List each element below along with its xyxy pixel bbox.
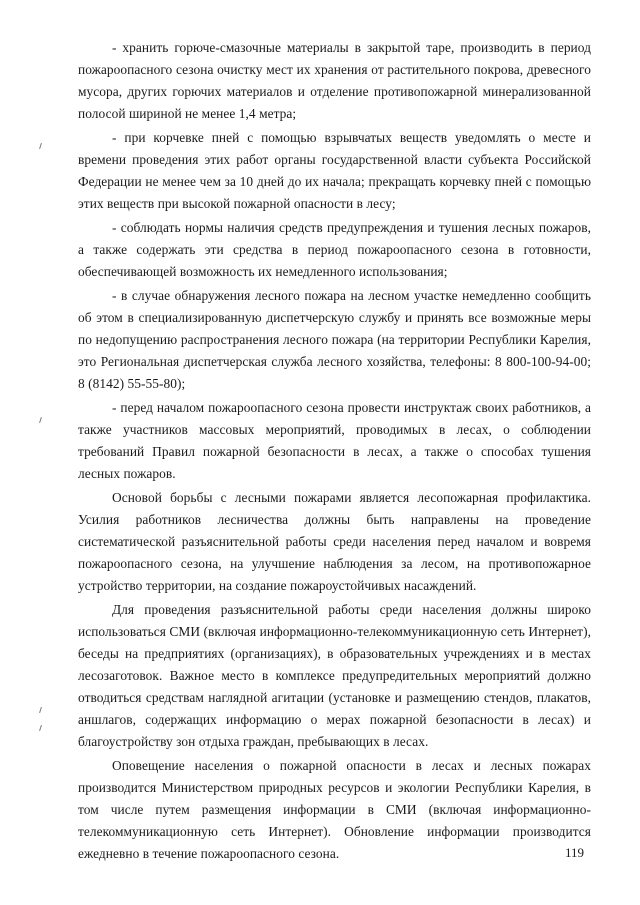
page-number: 119 — [565, 845, 585, 860]
margin-mark — [39, 417, 42, 423]
margin-mark — [39, 143, 42, 149]
margin-mark — [39, 725, 42, 731]
paragraph-briefing: - перед началом пожароопасного сезона провести инструктаж своих работников, а также участников массовых мероприятий, проводимых в лесах, о соблюдении требований Правил пожарной безопасности в лесах, а также о способах тушения лесных пожаров. — [78, 400, 591, 481]
paragraph-stump-uprooting: - при корчевке пней с помощью взрывчатых веществ уведомлять о месте и времени проведения этих работ органы государственной власти субъекта Российской Федерации не менее чем за 10 дней до их начала; прекращать корчевку пней с помощью этих веществ при высокой пожарной опасности в лесу; — [78, 130, 591, 211]
paragraph-fire-reporting: - в случае обнаружения лесного пожара на лесном участке немедленно сообщить об этом в специализированную диспетчерскую службу и принять все возможные меры по недопущению распространения лесного пожара (на территории Республики Карелия, это Региональная диспетчерская служба лесного хозяйства, телефоны: 8 800-100-94-00; 8 (8142) 55-55-80); — [78, 288, 591, 391]
paragraph-public-notification: Оповещение населения о пожарной опасности в лесах и лесных пожарах производится Министерством природных ресурсов и экологии Республики Карелия, в том числе путем размещения информации в СМИ (включая информационно-телекоммуникационную сеть Интернет). Обновление информации производится ежедневно в течение пожароопасного сезона. — [78, 758, 591, 861]
margin-mark — [39, 707, 42, 713]
paragraph-fire-prevention: Основой борьбы с лесными пожарами является лесопожарная профилактика. Усилия работников лесничества должны быть направлены на проведение систематической разъяснительной работы среди населения перед началом и вовремя пожароопасного сезона, на улучшение наблюдения за лесом, на противопожарное устройство территории, на создание пожароустойчивых насаждений. — [78, 490, 591, 593]
document-page — [78, 37, 591, 867]
paragraph-outreach-work: Для проведения разъяснительной работы среди населения должны широко использоваться СМИ (включая информационно-телекоммуникационную сеть Интернет), беседы на предприятиях (организациях), в образовательных учреждениях и в местах лесозаготовок. Важное место в комплексе предупредительных мероприятий должно отводиться средствам наглядной агитации (установке и размещению стендов, плакатов, аншлагов, содержащих информацию о мерах пожарной безопасности в лесах) и благоустройству зон отдыха граждан, пребывающих в лесах. — [78, 602, 591, 749]
paragraph-firefighting-means: - соблюдать нормы наличия средств предупреждения и тушения лесных пожаров, а также содержать эти средства в период пожароопасного сезона в готовности, обеспечивающей возможность их немедленного использования; — [78, 220, 591, 279]
paragraph-fuel-storage: - хранить горюче-смазочные материалы в закрытой таре, производить в период пожароопасного сезона очистку мест их хранения от растительного покрова, древесного мусора, других горючих материалов и отделение противопожарной минерализованной полосой шириной не менее 1,4 метра; — [78, 40, 591, 121]
